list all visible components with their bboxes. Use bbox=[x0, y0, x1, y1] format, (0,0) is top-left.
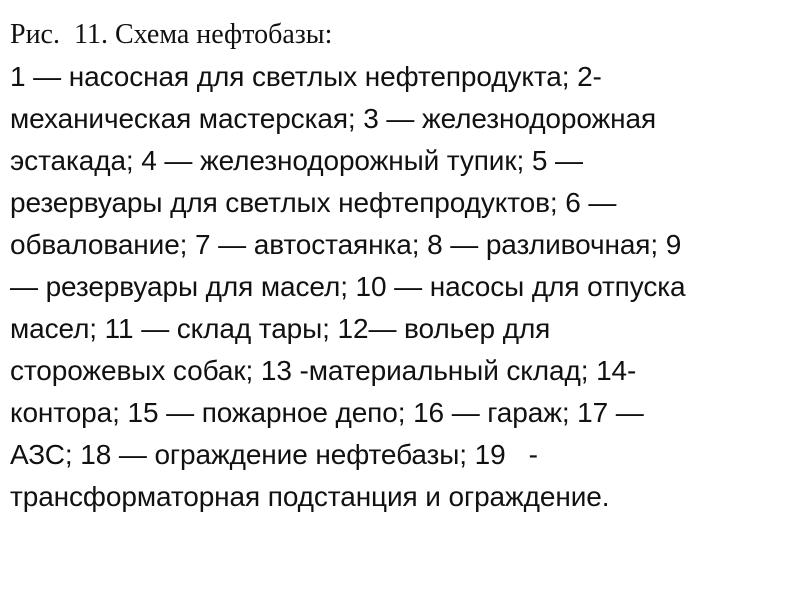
caption-line: резервуары для светлых нефтепродуктов; 6 — bbox=[10, 187, 617, 218]
caption-line: 1 — насосная для светлых нефтепродукта; 2- bbox=[10, 61, 602, 92]
caption-title: Рис. 11. Схема нефтобазы: bbox=[10, 19, 333, 50]
caption-line: — резервуары для масел; 10 — насосы для отпуска bbox=[10, 271, 686, 302]
caption-line: контора; 15 — пожарное депо; 16 — гараж; 17 — bbox=[10, 397, 644, 428]
caption-line: трансформаторная подстанция и ограждение. bbox=[10, 481, 610, 512]
caption-line: АЗС; 18 — ограждение нефтебазы; 19 - bbox=[10, 439, 538, 470]
figure-caption bbox=[10, 14, 795, 518]
caption-line: масел; 11 — склад тары; 12— вольер для bbox=[10, 313, 551, 344]
caption-line: механическая мастерская; 3 — железнодорожная bbox=[10, 103, 657, 134]
caption-line: обвалование; 7 — автостаянка; 8 — разливочная; 9 bbox=[10, 229, 682, 260]
caption-line: сторожевых собак; 13 -материальный склад; 14- bbox=[10, 355, 637, 386]
caption-line: эстакада; 4 — железнодорожный тупик; 5 — bbox=[10, 145, 583, 176]
